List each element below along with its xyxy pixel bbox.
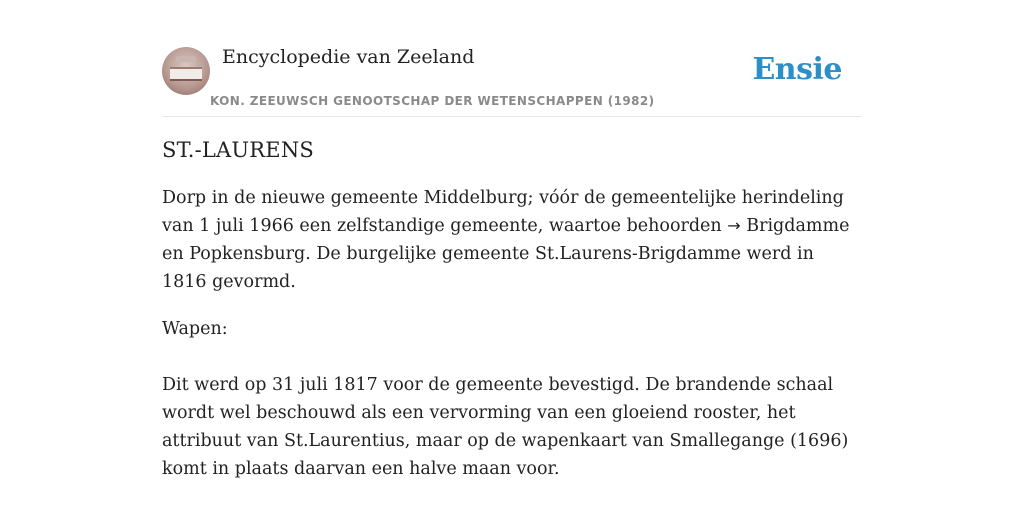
entry-content <box>162 138 862 502</box>
book-cover-icon[interactable] <box>162 47 210 95</box>
paragraph-text: Brigdamme en Popkensburg. De burgelijke gemeente St.Laurens-Brigdamme werd in 1816 gevormd. <box>162 216 850 292</box>
publisher-label: KON. ZEEUWSCH GENOOTSCHAP DER WETENSCHAPPEN (1982) <box>210 94 655 108</box>
site-title[interactable]: Encyclopedie van Zeeland <box>222 46 475 68</box>
cross-reference-arrow-icon: → <box>727 216 741 235</box>
header <box>162 44 862 117</box>
book-pages <box>170 67 202 81</box>
book-spine <box>176 56 196 62</box>
entry-paragraph-3: Dit werd op 31 juli 1817 voor de gemeente bevestigd. De brandende schaal wordt wel beschouwd als een vervorming van een gloeiend rooster, het attribuut van St.Laurentius, maar op de wapenkaart van Smallegange (1696) komt in plaats daarvan een halve maan voor. <box>162 375 849 479</box>
brand-logo[interactable]: Ensie <box>752 52 842 87</box>
entry-paragraph-1 <box>162 184 862 296</box>
entry-title: ST.-LAURENS <box>162 138 314 162</box>
paragraph-text: Dorp in de nieuwe gemeente Middelburg; vóór de gemeentelijke herindeling van 1 juli 1966 een zelfstandige gemeente, waartoe behoorden <box>162 188 844 236</box>
entry-paragraph-2: Wapen: <box>162 319 228 339</box>
